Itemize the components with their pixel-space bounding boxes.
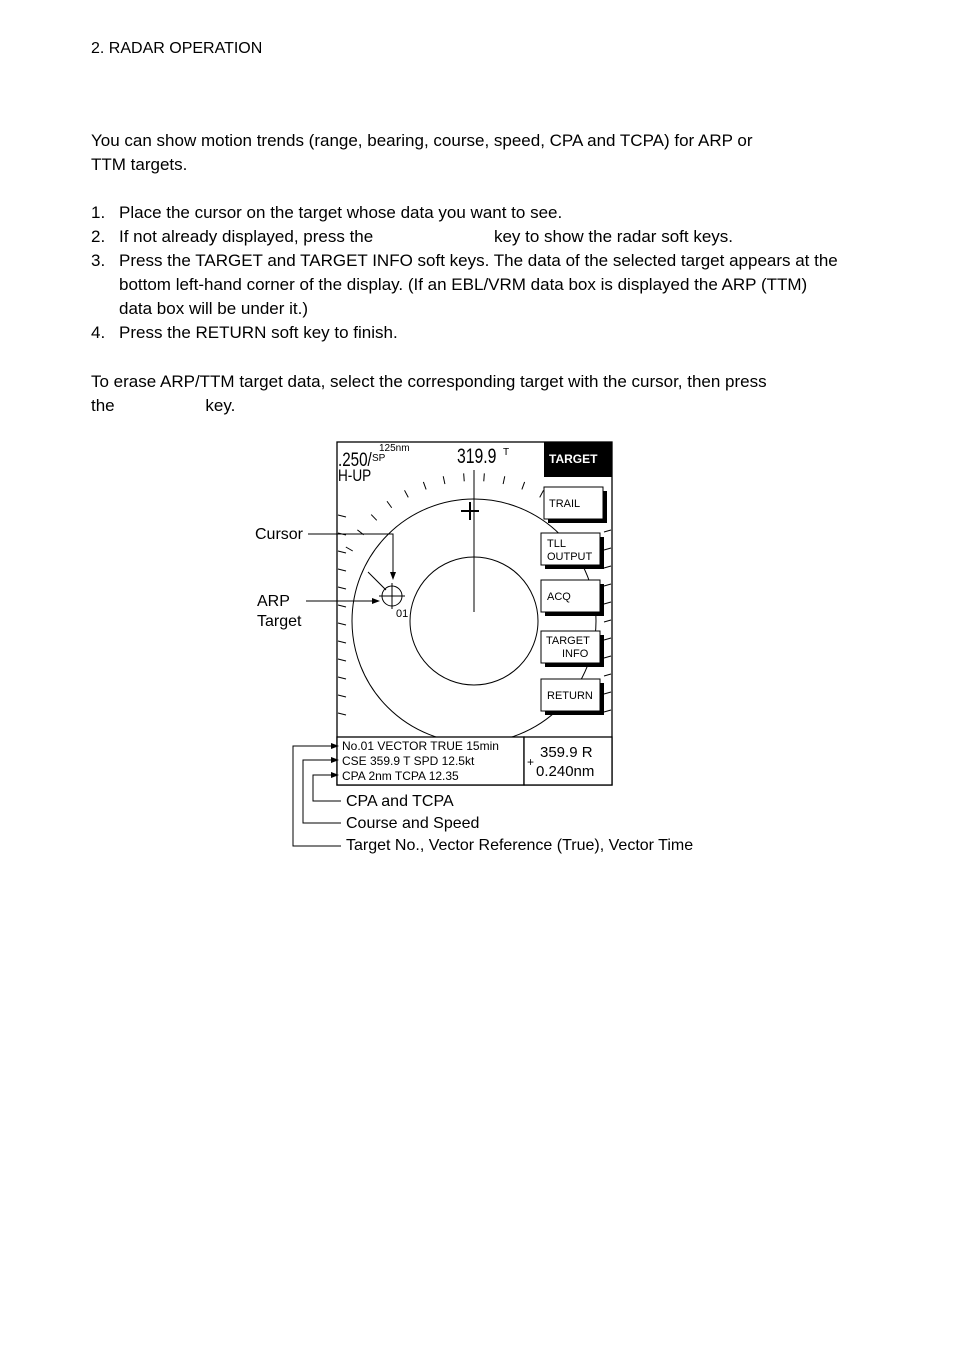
ring-interval: 125nm: [379, 443, 410, 454]
bearing-tick: [423, 482, 426, 490]
data-line-3: CPA 2nm TCPA 12.35: [342, 769, 459, 783]
bearing-tick: [604, 566, 611, 568]
cursor-bearing: 359.9 R: [540, 744, 593, 761]
bearing-tick: [503, 476, 505, 484]
step-text: Press the TARGET and TARGET INFO soft keys. The data of the selected target appears at the bottom left-hand corner of the display. (If an EBL/VRM data box is displayed the ARP (TTM) data box will be under it.): [119, 251, 838, 318]
intro-line-1: You can show motion trends (range, bearing, course, speed, CPA and TCPA) for ARP or: [91, 131, 753, 150]
bearing-tick: [338, 605, 346, 607]
bearing-tick: [338, 659, 346, 661]
presentation-mode: H-UP: [338, 466, 372, 486]
bearing-tick: [464, 473, 465, 481]
bearing-tick: [371, 515, 377, 521]
range-readout: .250/: [338, 448, 372, 471]
callout-arp-2: Target: [257, 613, 302, 630]
bearing-tick: [604, 620, 611, 622]
bearing-tick: [443, 476, 445, 484]
step-text-continued: key to show the radar soft keys.: [493, 227, 733, 246]
bearing-tick: [338, 677, 346, 679]
bearing-tick: [338, 569, 346, 571]
data-line-2: CSE 359.9 T SPD 12.5kt: [342, 754, 475, 768]
softkey-return-label: RETURN: [547, 690, 593, 702]
step-number: 4.: [91, 323, 106, 342]
bearing-tick: [604, 692, 611, 694]
step-text: Press the RETURN soft key to finish.: [119, 323, 398, 342]
intro-line-2: TTM targets.: [91, 155, 188, 174]
bearing-tick: [484, 473, 485, 481]
softkey-tll-label-1: TLL: [547, 538, 566, 550]
cursor-symbol: +: [527, 755, 535, 769]
pulse-length: SP: [372, 453, 386, 464]
callout-course: Course and Speed: [346, 815, 480, 832]
erase-text-continued: key.: [205, 396, 236, 415]
leader-arp-arrow: [372, 598, 380, 604]
step-number: 2.: [91, 227, 106, 246]
bearing-tick: [338, 587, 346, 589]
softkey-tll-output[interactable]: [541, 533, 604, 569]
bearing-tick: [405, 490, 409, 497]
bearing-tick: [387, 501, 392, 507]
bearing-tick: [604, 656, 611, 658]
callout-arp-1: ARP: [257, 593, 290, 610]
softkey-target-info[interactable]: [541, 631, 604, 667]
leader-course: [303, 760, 341, 823]
step-text: If not already displayed, press the: [119, 227, 374, 246]
softkey-return[interactable]: [541, 679, 604, 715]
bearing-tick: [338, 641, 346, 643]
softkey-acq[interactable]: [541, 580, 604, 616]
bearing-tick: [338, 515, 346, 517]
bearing-tick: [604, 584, 611, 586]
step-number: 3.: [91, 251, 106, 270]
softkey-acq-label: ACQ: [547, 591, 571, 603]
leader-cursor-arrow: [390, 572, 396, 580]
bearing-tick: [604, 710, 611, 712]
bearing-tick: [338, 551, 346, 553]
leader-cursor: [308, 534, 393, 578]
bearing-tick: [540, 490, 544, 497]
bearing-tick: [522, 482, 525, 490]
bearing-tick: [338, 713, 346, 715]
callout-target-no: Target No., Vector Reference (True), Vector Time: [346, 837, 694, 854]
cursor-range: 0.240nm: [536, 763, 595, 780]
softkey-tinfo-label-1: TARGET: [546, 635, 590, 647]
callout-cursor: Cursor: [255, 526, 304, 543]
bearing-tick: [604, 530, 611, 532]
softkey-trail[interactable]: [544, 487, 607, 523]
target-number: 01: [396, 608, 409, 620]
callout-cpa: CPA and TCPA: [346, 793, 454, 810]
softkey-tll-label-2: OUTPUT: [547, 551, 593, 563]
target-vector: [368, 572, 386, 590]
running-header: 2. RADAR OPERATION: [91, 40, 263, 57]
bearing-tick: [604, 548, 611, 550]
bearing-tick: [604, 674, 611, 676]
softkey-trail-label: TRAIL: [549, 498, 581, 510]
bearing-tick: [338, 623, 346, 625]
bearing-tick: [604, 602, 611, 604]
erase-text: the: [91, 396, 115, 415]
softkey-tinfo-label-2: INFO: [562, 648, 589, 660]
heading-readout: 319.9: [457, 443, 497, 468]
step-text: Place the cursor on the target whose data you want to see.: [119, 203, 563, 222]
menu-title: TARGET: [549, 452, 598, 466]
bearing-tick: [346, 547, 353, 551]
erase-line-1: To erase ARP/TTM target data, select the corresponding target with the cursor, then press: [91, 372, 767, 391]
heading-reference: T: [503, 447, 510, 458]
bearing-tick: [338, 695, 346, 697]
bearing-tick: [604, 638, 611, 640]
data-line-1: No.01 VECTOR TRUE 15min: [342, 739, 499, 753]
step-number: 1.: [91, 203, 106, 222]
